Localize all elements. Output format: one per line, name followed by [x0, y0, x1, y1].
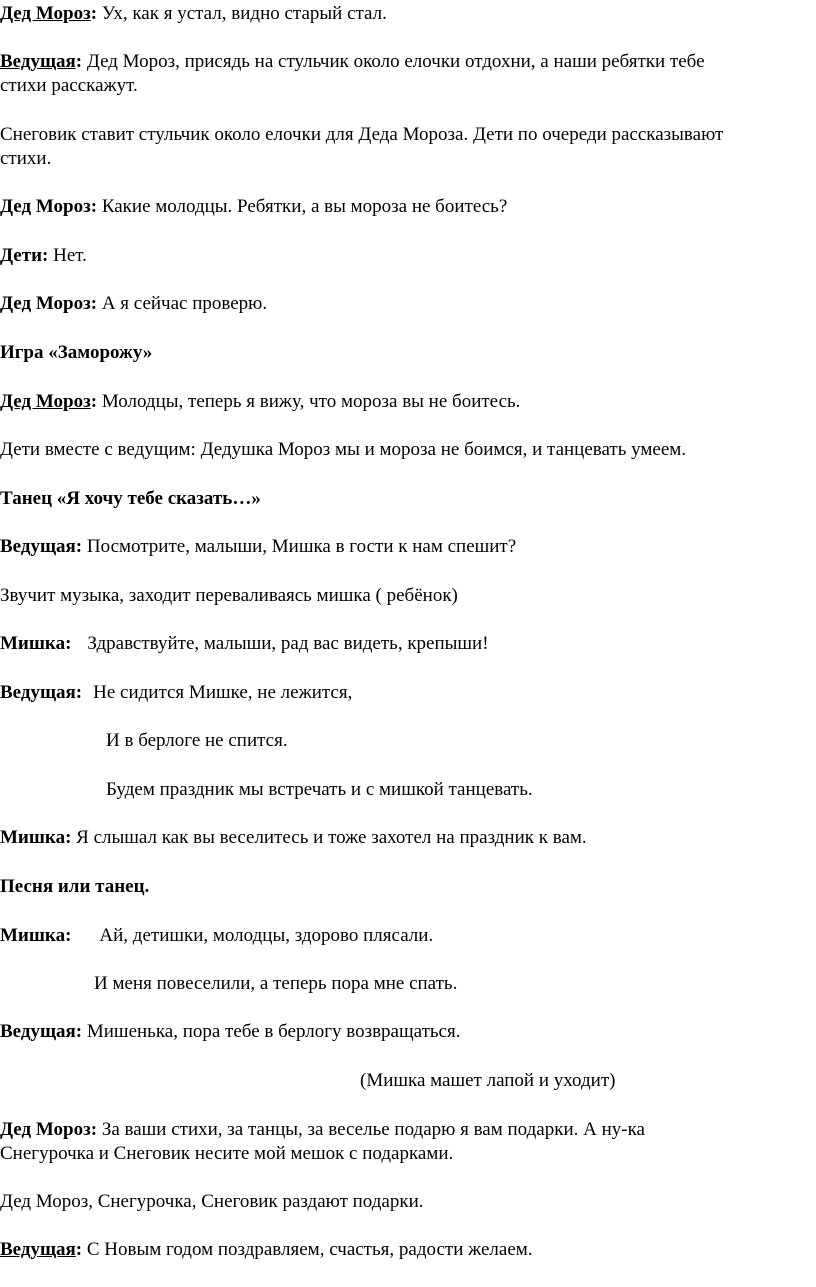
paragraph-2-continued: стихи расскажут. — [0, 75, 138, 96]
speaker-label: Мишка: — [0, 827, 72, 848]
line-text: Посмотрите, малыши, Мишка в гости к нам спешит? — [82, 536, 517, 557]
paragraph-1 — [0, 4, 387, 23]
paragraph-2 — [0, 52, 705, 71]
line-text: С Новым годом поздравляем, счастья, радости желаем. — [82, 1239, 533, 1260]
paragraph-15: И в берлоге не спится. — [106, 730, 288, 751]
paragraph-21 — [0, 1022, 460, 1041]
speaker-colon: : — [90, 391, 98, 412]
paragraph-12: Звучит музыка, заходит переваливаясь мишка ( ребёнок) — [0, 585, 458, 606]
paragraph-17 — [0, 828, 587, 847]
paragraph-25 — [0, 1240, 533, 1259]
line-text: А я сейчас проверю. — [97, 293, 268, 314]
line-text: Здравствуйте, малыши, рад вас видеть, крепыши! — [87, 633, 489, 654]
section-heading-game: Игра «Заморожу» — [0, 342, 153, 363]
speaker-label: Ведущая — [0, 1239, 76, 1260]
paragraph-14 — [0, 683, 352, 702]
speaker-label: Ведущая: — [0, 536, 83, 557]
line-text: Какие молодцы. Ребятки, а вы мороза не боитесь? — [97, 196, 508, 217]
paragraph-13 — [0, 634, 489, 653]
paragraph-8 — [0, 392, 520, 411]
line-text: Ай, детишки, молодцы, здорово плясали. — [99, 925, 434, 946]
paragraph-4 — [0, 197, 507, 216]
line-text: Мишенька, пора тебе в берлогу возвращаться. — [82, 1021, 461, 1042]
speaker-label: Дед Мороз: — [0, 293, 98, 314]
paragraph-19 — [0, 926, 433, 945]
line-text: Ух, как я устал, видно старый стал. — [97, 3, 387, 24]
section-heading-song: Песня или танец. — [0, 876, 150, 897]
paragraph-23-continued: Снегурочка и Снеговик несите мой мешок с подарками. — [0, 1143, 454, 1164]
speaker-label: Дети: — [0, 245, 49, 266]
speaker-colon: : — [75, 1239, 83, 1260]
paragraph-16: Будем праздник мы встречать и с мишкой танцевать. — [106, 779, 533, 800]
paragraph-20: И меня повеселили, а теперь пора мне спать. — [94, 973, 458, 994]
line-text: Молодцы, теперь я вижу, что мороза вы не боитесь. — [97, 391, 521, 412]
speaker-label: Ведущая: — [0, 1021, 83, 1042]
speaker-label: Ведущая: — [0, 682, 83, 703]
paragraph-3-continued: стихи. — [0, 148, 52, 169]
line-text: Я слышал как вы веселитесь и тоже захотел на праздник к вам. — [71, 827, 587, 848]
paragraph-23 — [0, 1120, 645, 1139]
speaker-label: Ведущая — [0, 51, 76, 72]
speaker-label: Мишка: — [0, 633, 72, 654]
line-text: За ваши стихи, за танцы, за веселье подарю я вам подарки. А ну-ка — [97, 1119, 645, 1140]
speaker-label: Дед Мороз: — [0, 196, 98, 217]
speaker-colon: : — [75, 51, 83, 72]
paragraph-24: Дед Мороз, Снегурочка, Снеговик раздают подарки. — [0, 1191, 424, 1212]
paragraph-11 — [0, 537, 516, 556]
paragraph-5 — [0, 246, 87, 265]
section-heading-dance: Танец «Я хочу тебе сказать…» — [0, 488, 261, 509]
speaker-label: Дед Мороз — [0, 3, 91, 24]
line-text: Не сидится Мишке, не лежится, — [93, 682, 353, 703]
stage-direction: (Мишка машет лапой и уходит) — [360, 1070, 616, 1091]
paragraph-9: Дети вместе с ведущим: Дедушка Мороз мы и мороза не боимся, и танцевать умеем. — [0, 439, 687, 460]
line-text: Нет. — [48, 245, 87, 266]
speaker-label: Мишка: — [0, 925, 72, 946]
speaker-colon: : — [90, 3, 98, 24]
paragraph-6 — [0, 294, 267, 313]
paragraph-3: Снеговик ставит стульчик около елочки для Деда Мороза. Дети по очереди рассказывают — [0, 124, 724, 145]
speaker-label: Дед Мороз — [0, 391, 91, 412]
speaker-label: Дед Мороз: — [0, 1119, 98, 1140]
line-text: Дед Мороз, присядь на стульчик около елочки отдохни, а наши ребятки тебе — [82, 51, 705, 72]
